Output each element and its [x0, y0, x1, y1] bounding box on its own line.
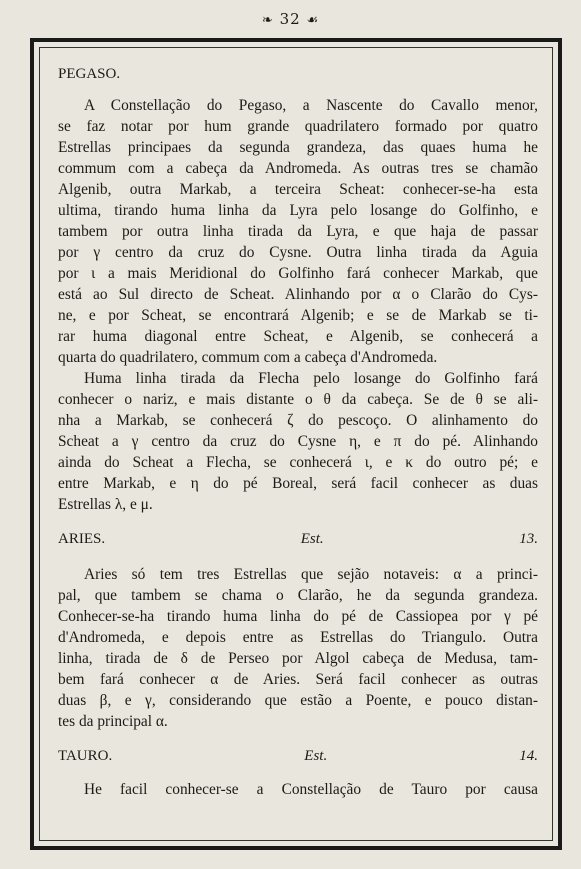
aries-title: ARIES. [58, 531, 106, 547]
text-line: duas β, e γ, considerando que estão a Poente, e pouco distan- [58, 692, 538, 709]
tauro-plate-ref: Est. 14. [304, 748, 539, 764]
text-line: ainda do Scheat a Flecha, se conhecerá ι, e κ do outro pé; e [58, 454, 538, 471]
tauro-title: TAURO. [58, 748, 113, 764]
text-line: Estrellas λ, e μ. [58, 496, 153, 513]
page-text [58, 64, 538, 800]
text-line: bem fará conhecer α de Aries. Será facil conhecer as outras [58, 671, 538, 688]
ornament-right-icon: ☙ [306, 13, 320, 28]
paragraph-tauro [58, 779, 538, 800]
text-line: commum com a cabeça da Andromeda. As outras tres se chamão [58, 160, 538, 177]
text-line: rar huma diagonal entre Scheat, e Algenib, se conhecerá a [58, 328, 538, 345]
text-line: tambem por outra linha tirada da Lyra, e que haja de passar [58, 223, 538, 240]
page-number [0, 10, 581, 28]
text-line: Conhecer-se-ha tirando huma linha do pé de Cassiopea por γ pé [58, 608, 538, 625]
text-line: entre Markab, e η do pé Boreal, será facil conhecer as duas [58, 475, 538, 492]
text-line: quarta do quadrilatero, commum com a cabeça d'Andromeda. [58, 349, 438, 366]
text-line: Scheat a γ centro da cruz do Cysne η, e π do pé. Alinhando [58, 433, 538, 450]
paragraph-aries [58, 564, 538, 732]
text-line: d'Andromeda, e depois entre as Estrellas do Triangulo. Outra [58, 629, 538, 646]
text-line: A Constellação do Pegaso, a Nascente do Cavallo menor, [84, 97, 538, 114]
text-line: Algenib, outra Markab, a terceira Scheat: conhecer-se-ha esta [58, 181, 538, 198]
aries-plate-ref: Est. 13. [300, 531, 539, 547]
text-line: ultima, tirando huma linha da Lyra pelo losange do Golfinho, e [58, 202, 538, 219]
text-line: se faz notar por hum grande quadrilatero formado por quatro [58, 118, 538, 135]
text-line: Aries só tem tres Estrellas que sejão notaveis: α a princi- [84, 566, 538, 583]
text-line: pal, que tambem se chama o Clarão, he da segunda grandeza. [58, 587, 538, 604]
section-heading-aries [58, 529, 538, 550]
section-heading-pegaso: PEGASO. [58, 66, 121, 82]
text-line: conhecer o nariz, e mais distante o θ da cabeça. Se de θ se ali- [58, 391, 538, 408]
text-line: ne, e por Scheat, se encontrará Algenib; e se de Markab se ti- [58, 307, 538, 324]
text-line: Estrellas principaes da segunda grandeza, das quaes huma he [58, 139, 538, 156]
ornament-left-icon: ❧ [261, 13, 274, 28]
text-line: nha a Markab, se conhecerá ζ do pescoço. O alinhamento do [58, 412, 538, 429]
section-heading-tauro [58, 746, 538, 767]
text-line: por ι a mais Meridional do Golfinho fará conhecer Markab, que [58, 265, 538, 282]
paragraph-pegaso-2 [58, 368, 538, 515]
text-line: por γ centro da cruz do Cysne. Outra linha tirada da Aguia [58, 244, 538, 261]
text-line: linha, tirada de δ de Perseo por Algol cabeça de Medusa, tam- [58, 650, 538, 667]
paragraph-pegaso-1 [58, 95, 538, 368]
text-line: tes da principal α. [58, 713, 168, 730]
page-number-value: 32 [279, 10, 301, 28]
text-line: Huma linha tirada da Flecha pelo losange do Golfinho fará [84, 370, 538, 387]
text-line: está ao Sul directo de Scheat. Alinhando por α o Clarão do Cys- [58, 286, 538, 303]
text-line: He facil conhecer-se a Constellação de Tauro por causa [84, 781, 538, 798]
